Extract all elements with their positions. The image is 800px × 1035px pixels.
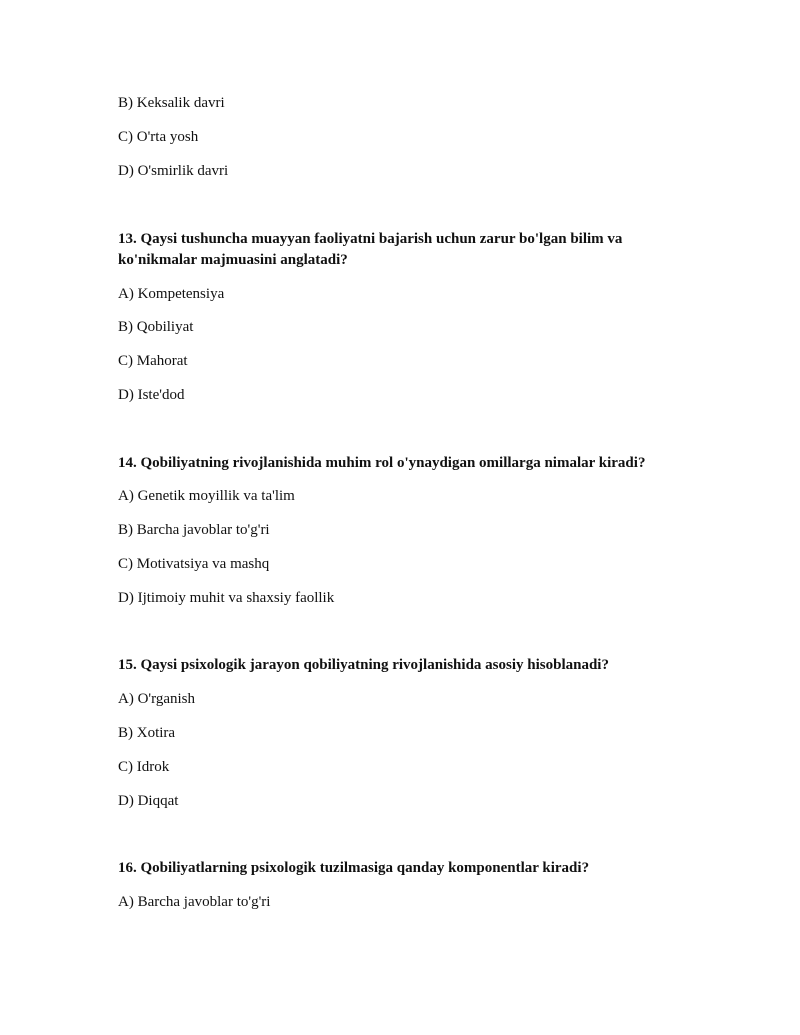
q13-question-line2: ko'nikmalar majmuasini anglatadi? [118, 252, 348, 268]
q14-option-b: B) Barcha javoblar to'g'ri [118, 522, 270, 538]
q12-option-c: C) O'rta yosh [118, 129, 199, 145]
q15-question: 15. Qaysi psixologik jarayon qobiliyatning rivojlanishida asosiy hisoblanadi? [118, 657, 609, 673]
q14-option-c: C) Motivatsiya va mashq [118, 556, 270, 572]
q14-question: 14. Qobiliyatning rivojlanishida muhim rol o'ynaydigan omillarga nimalar kiradi? [118, 455, 646, 471]
q14-option-a: A) Genetik moyillik va ta'lim [118, 488, 295, 504]
q13-option-b: B) Qobiliyat [118, 319, 194, 335]
q16-option-a: A) Barcha javoblar to'g'ri [118, 894, 271, 910]
q14-option-d: D) Ijtimoiy muhit va shaxsiy faollik [118, 590, 335, 606]
q15-option-d: D) Diqqat [118, 793, 179, 809]
q15-option-b: B) Xotira [118, 725, 176, 741]
q12-option-d: D) O'smirlik davri [118, 163, 229, 179]
q13-question-line1: 13. Qaysi tushuncha muayyan faoliyatni bajarish uchun zarur bo'lgan bilim va [118, 231, 623, 247]
q15-option-c: C) Idrok [118, 759, 170, 775]
q16-question: 16. Qobiliyatlarning psixologik tuzilmasiga qanday komponentlar kiradi? [118, 860, 590, 876]
q15-option-a: A) O'rganish [118, 691, 195, 707]
q13-option-a: A) Kompetensiya [118, 286, 225, 302]
q13-option-d: D) Iste'dod [118, 387, 185, 403]
q12-option-b: B) Keksalik davri [118, 95, 225, 111]
q13-option-c: C) Mahorat [118, 353, 188, 369]
